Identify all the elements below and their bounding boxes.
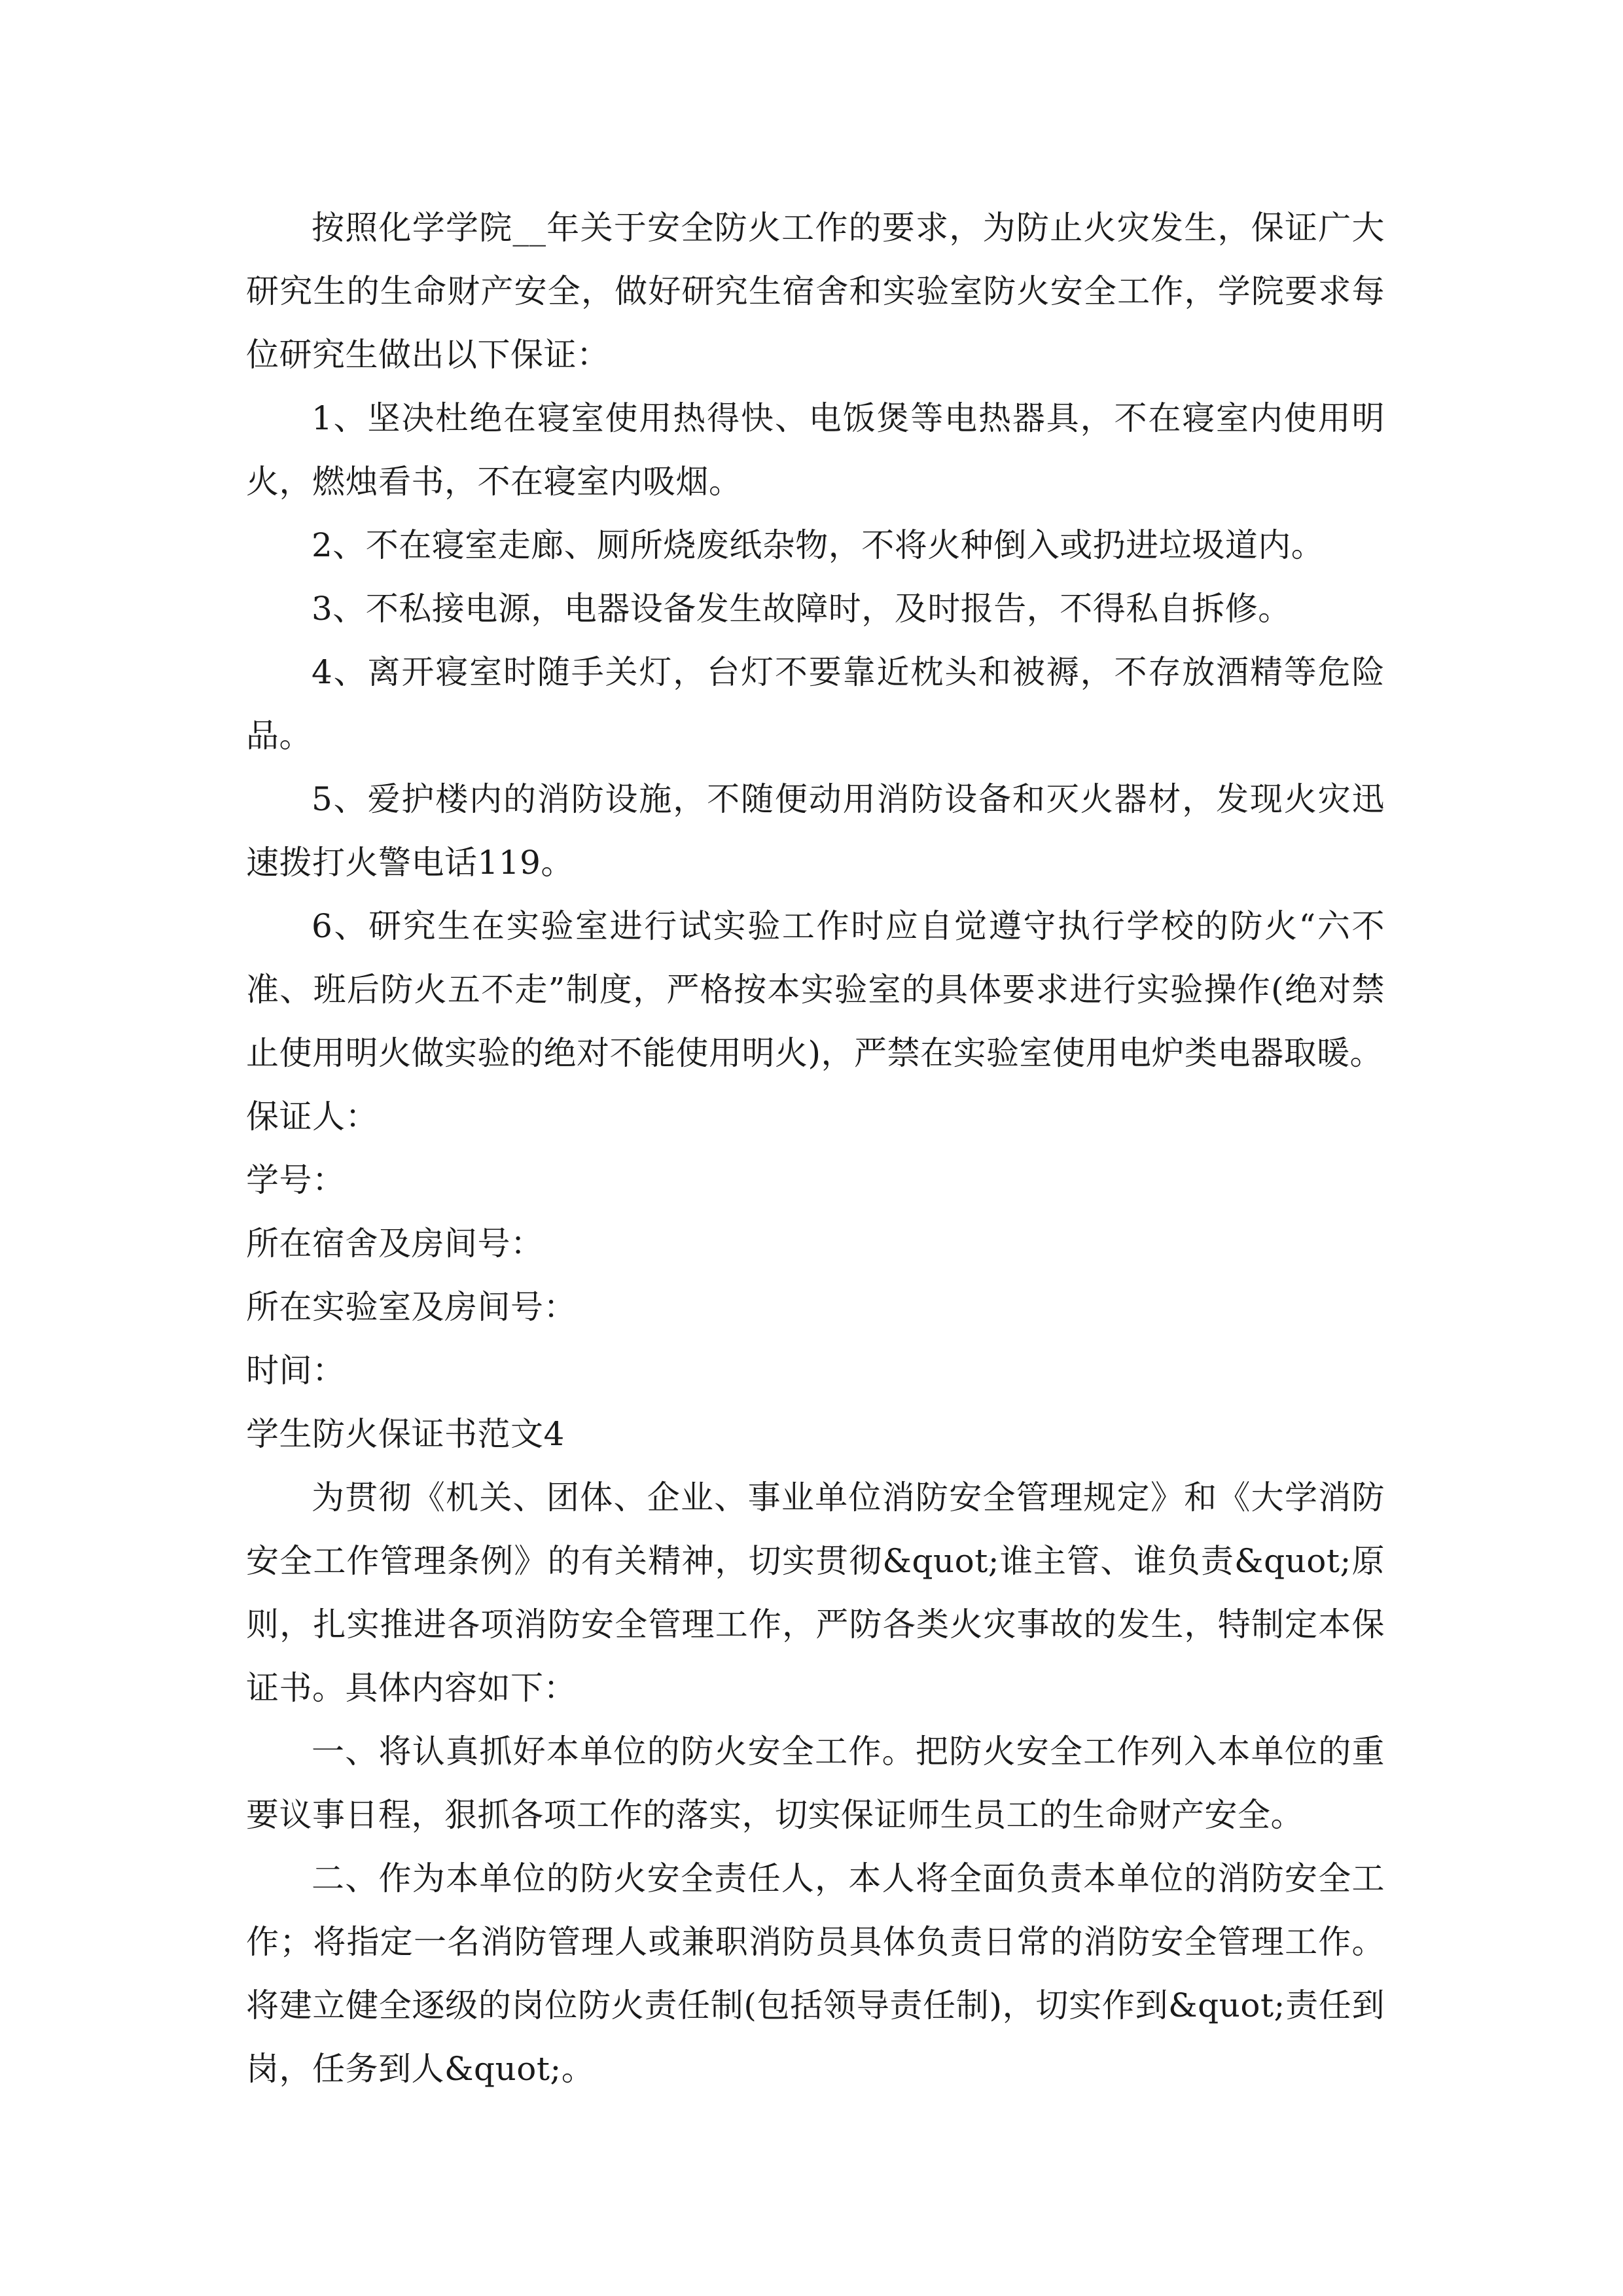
section-intro-paragraph: 为贯彻《机关、团体、企业、事业单位消防安全管理规定》和《大学消防安全工作管理条例》的有关精神，切实贯彻&quot;谁主管、谁负责&quot;原则，扎实推进各项消防安全管理工作，严防各类火灾事故的发生，特制定本保证书。具体内容如下： <box>246 1479 1385 1707</box>
section-item-1: 一、将认真抓好本单位的防火安全工作。把防火安全工作列入本单位的重要议事日程，狠抓各项工作的落实，切实保证师生员工的生命财产安全。 <box>246 1732 1385 1834</box>
rule-item-4: 4、离开寝室时随手关灯，台灯不要靠近枕头和被褥，不存放酒精等危险品。 <box>246 653 1385 755</box>
document-body <box>246 196 1385 2101</box>
student-id-field: 学号： <box>246 1161 346 1199</box>
time-field: 时间： <box>246 1352 346 1390</box>
guarantor-field: 保证人： <box>246 1098 378 1136</box>
lab-room-field: 所在实验室及房间号： <box>246 1288 577 1326</box>
rule-item-2: 2、不在寝室走廊、厕所烧废纸杂物，不将火种倒入或扔进垃圾道内。 <box>312 526 1325 564</box>
intro-paragraph: 按照化学学院__年关于安全防火工作的要求，为防止火灾发生，保证广大研究生的生命财产安全，做好研究生宿舍和实验室防火安全工作，学院要求每位研究生做出以下保证： <box>246 209 1385 374</box>
rule-item-3: 3、不私接电源，电器设备发生故障时，及时报告，不得私自拆修。 <box>312 590 1291 628</box>
dorm-room-field: 所在宿舍及房间号： <box>246 1225 544 1263</box>
rule-item-6: 6、研究生在实验室进行试实验工作时应自觉遵守执行学校的防火“六不准、班后防火五不走”制度，严格按本实验室的具体要求进行实验操作(绝对禁止使用明火做实验的绝对不能使用明火)，严禁在实验室使用电炉类电器取暖。 <box>246 907 1385 1072</box>
section-title: 学生防火保证书范文4 <box>246 1415 565 1453</box>
section-item-2: 二、作为本单位的防火安全责任人，本人将全面负责本单位的消防安全工作；将指定一名消防管理人或兼职消防员具体负责日常的消防安全管理工作。将建立健全逐级的岗位防火责任制(包括领导责任制)，切实作到&quot;责任到岗，任务到人&quot;。 <box>246 1859 1385 2088</box>
rule-item-1: 1、坚决杜绝在寝室使用热得快、电饭煲等电热器具，不在寝室内使用明火，燃烛看书，不在寝室内吸烟。 <box>246 399 1385 501</box>
rule-item-5: 5、爱护楼内的消防设施，不随便动用消防设备和灭火器材，发现火灾迅速拨打火警电话119。 <box>246 780 1385 882</box>
